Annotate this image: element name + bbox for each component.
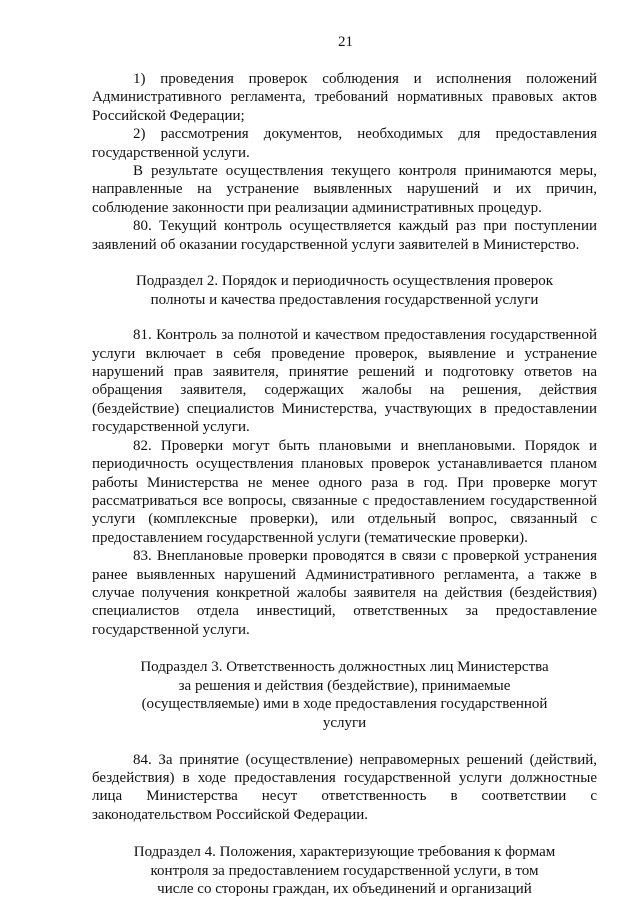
paragraph-item-2: 2) рассмотрения документов, необходимых для предоставления государственной услуги. <box>92 126 597 161</box>
paragraph-82: 82. Проверки могут быть плановыми и внеплановыми. Порядок и периодичность осуществления плановых проверок устанавливается планом работы Министерства не менее одного раза в год. При проверке могут рассматриваться все вопросы, связанные с предоставлением государственной услуги (комплексные проверки), или отдельный вопрос, связанный с предоставлением государственной услуги (тематические проверки). <box>92 437 597 546</box>
subsection-4-heading-line: числе со стороны граждан, их объединений и организаций <box>157 881 532 898</box>
page-number: 21 <box>338 34 353 50</box>
subsection-2-body <box>92 326 597 639</box>
subsection-3-heading-line: услуги <box>322 714 367 731</box>
subsection-2-heading-line: Подраздел 2. Порядок и периодичность осуществления проверок <box>135 273 554 290</box>
subsection-3-heading-line: Подраздел 3. Ответственность должностных лиц Министерства <box>140 659 549 676</box>
paragraph-80: 80. Текущий контроль осуществляется каждый раз при поступлении заявлений об оказании государственной услуги заявителей в Министерство. <box>92 218 597 253</box>
paragraph-item-1: 1) проведения проверок соблюдения и исполнения положений Административного регламента, требований нормативных правовых актов Российской Федерации; <box>92 71 597 124</box>
subsection-3-heading-line: за решения и действия (бездействие), принимаемые <box>178 677 511 694</box>
subsection-4-heading <box>92 843 597 899</box>
subsection-3-heading <box>92 658 597 732</box>
paragraph-84: 84. За принятие (осуществление) неправомерных решений (действий, бездействия) в ходе предоставления государственной услуги должностные лица Министерства несут ответственность в соответствии с законодательством Российской Федерации. <box>92 751 597 823</box>
subsection-3-heading-line: (осуществляемые) ими в ходе предоставления государственной <box>141 696 548 713</box>
paragraph-83: 83. Внеплановые проверки проводятся в связи с проверкой устранения ранее выявленных нарушений Административного регламента, а также в случае получения конкретной жалобы заявителя на действия (бездействия) специалистов отдела инвестиций, ответственных за предоставление государственной услуги. <box>92 548 597 638</box>
subsection-4-heading-line: Подраздел 4. Положения, характеризующие требования к формам <box>133 844 556 861</box>
subsection-2-heading-line: полноты и качества предоставления государственной услуги <box>150 291 539 308</box>
subsection-4-heading-line: контроля за предоставлением государственной услуги, в том <box>150 862 539 879</box>
paragraph-81: 81. Контроль за полнотой и качеством предоставления государственной услуги включает в себя проведение проверок, выявление и устранение нарушений прав заявителя, принятие решений и подготовку ответов на обращения заявителя, содержащих жалобы на решения, действия (бездействие) специалистов Министерства, участвующих в предоставлении государственной услуги. <box>92 327 597 436</box>
subsection-3-body <box>92 751 597 825</box>
paragraph-current-control-result: В результате осуществления текущего контроля принимаются меры, направленные на устранение выявленных нарушений и их причин, соблюдение законности при реализации административных процедур. <box>92 163 597 216</box>
subsection-2-heading <box>92 272 597 309</box>
